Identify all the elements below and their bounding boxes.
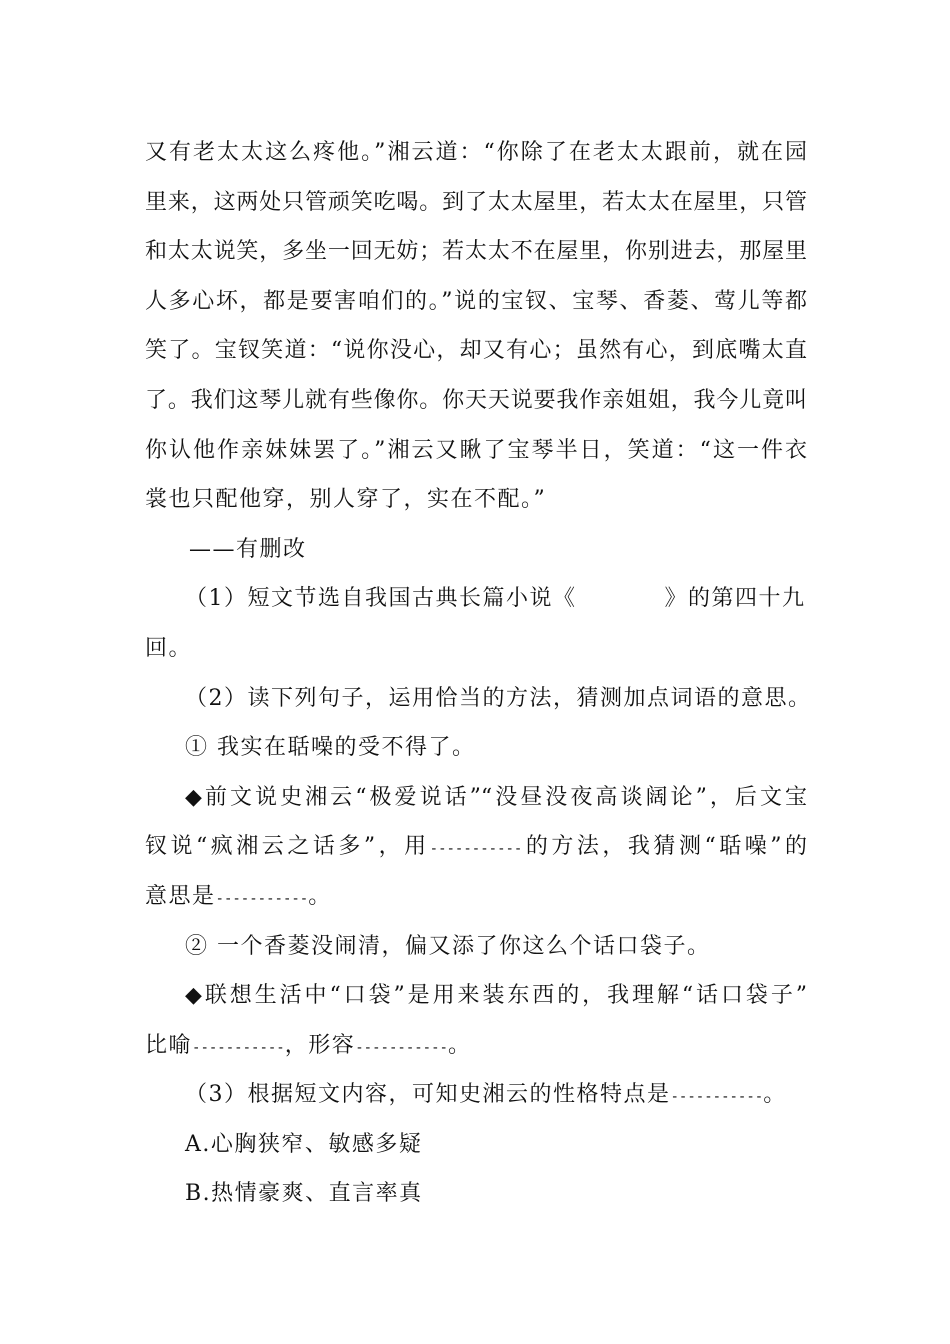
question-1 xyxy=(145,574,807,673)
question-2-item-2-hint-line-2 xyxy=(145,1021,807,1071)
passage-line-3: 和太太说笑，多坐一回无妨；若太太不在屋里，你别进去，那屋里 xyxy=(145,239,807,265)
passage-line-5: 笑了。宝钗笑道：“说你没心，却又有心；虽然有心，到底嘴太直 xyxy=(145,338,807,364)
question-2-item-1-sentence: ① 我实在聒噪的受不得了。 xyxy=(185,735,476,761)
question-2-item-1-hint-line-1: ◆前文说史湘云“极爱说话”“没昼没夜高谈阔论”，后文宝 xyxy=(185,784,807,810)
question-2 xyxy=(145,674,812,1071)
source-note: ——有删改 xyxy=(189,536,307,562)
question-3-text-b: 。 xyxy=(763,1082,787,1108)
option-a[interactable]: A.心胸狭窄、敏感多疑 xyxy=(185,1131,423,1157)
passage-line-4: 人多心坏，都是要害咱们的。”说的宝钗、宝琴、香菱、莺儿等都 xyxy=(145,288,807,314)
question-2-item-1-hint-line-2 xyxy=(145,822,807,872)
hint-text-g: 。 xyxy=(447,1032,472,1058)
hint-text-e: 比喻 xyxy=(145,1032,193,1058)
method-blank[interactable]: ----------- xyxy=(429,841,523,858)
passage-line-8: 裳也只配他穿，别人穿了，实在不配。” xyxy=(145,487,547,513)
question-1-text-before: （1）短文节选自我国古典长篇小说《 xyxy=(185,586,577,612)
hint-text-c: 意思是 xyxy=(145,883,216,909)
question-2-item-1-hint-line-3 xyxy=(145,872,807,922)
question-2-item-2-hint-line-1: ◆联想生活中“口袋”是用来装东西的，我理解“话口袋子” xyxy=(185,983,807,1009)
document-page xyxy=(145,128,812,1219)
describe-blank[interactable]: ----------- xyxy=(355,1039,448,1056)
passage-line-7: 你认他作亲妹妹罢了。”湘云又瞅了宝琴半日，笑道：“这一件衣 xyxy=(145,437,807,463)
passage xyxy=(145,128,807,574)
hint-text-a: 钗说“疯湘云之话多”，用 xyxy=(145,834,430,860)
passage-line-1: 又有老太太这么疼他。”湘云道：“你除了在老太太跟前，就在园 xyxy=(145,140,807,165)
hint-text-f: ，形容 xyxy=(284,1032,356,1058)
meaning-blank[interactable]: ----------- xyxy=(215,890,309,907)
question-2-stem: （2）读下列句子，运用恰当的方法，猜测加点词语的意思。 xyxy=(185,685,812,711)
question-2-item-2-sentence: ② 一个香菱没闹清，偏又添了你这么个话口袋子。 xyxy=(185,933,711,959)
personality-blank[interactable]: ----------- xyxy=(670,1089,764,1106)
passage-line-6: 了。我们这琴儿就有些像你。你天天说要我作亲姐姐，我今儿竟叫 xyxy=(145,387,807,413)
passage-line-2: 里来，这两处只管顽笑吃喝。到了太太屋里，若太太在屋里，只管 xyxy=(145,189,807,215)
hint-text-d: 。 xyxy=(308,883,332,909)
question-3 xyxy=(145,1070,807,1219)
question-3-text-a: （3）根据短文内容，可知史湘云的性格特点是 xyxy=(185,1082,671,1108)
option-b[interactable]: B.热情豪爽、直言率真 xyxy=(185,1181,423,1207)
question-1-line-2: 回。 xyxy=(145,635,193,661)
question-1-line-1 xyxy=(145,574,807,624)
question-1-text-after: 》的第四十九 xyxy=(664,586,806,612)
hint-text-b: 的方法，我猜测“聒噪”的 xyxy=(522,834,807,860)
metaphor-blank[interactable]: ----------- xyxy=(192,1039,285,1056)
question-3-stem xyxy=(145,1070,807,1120)
